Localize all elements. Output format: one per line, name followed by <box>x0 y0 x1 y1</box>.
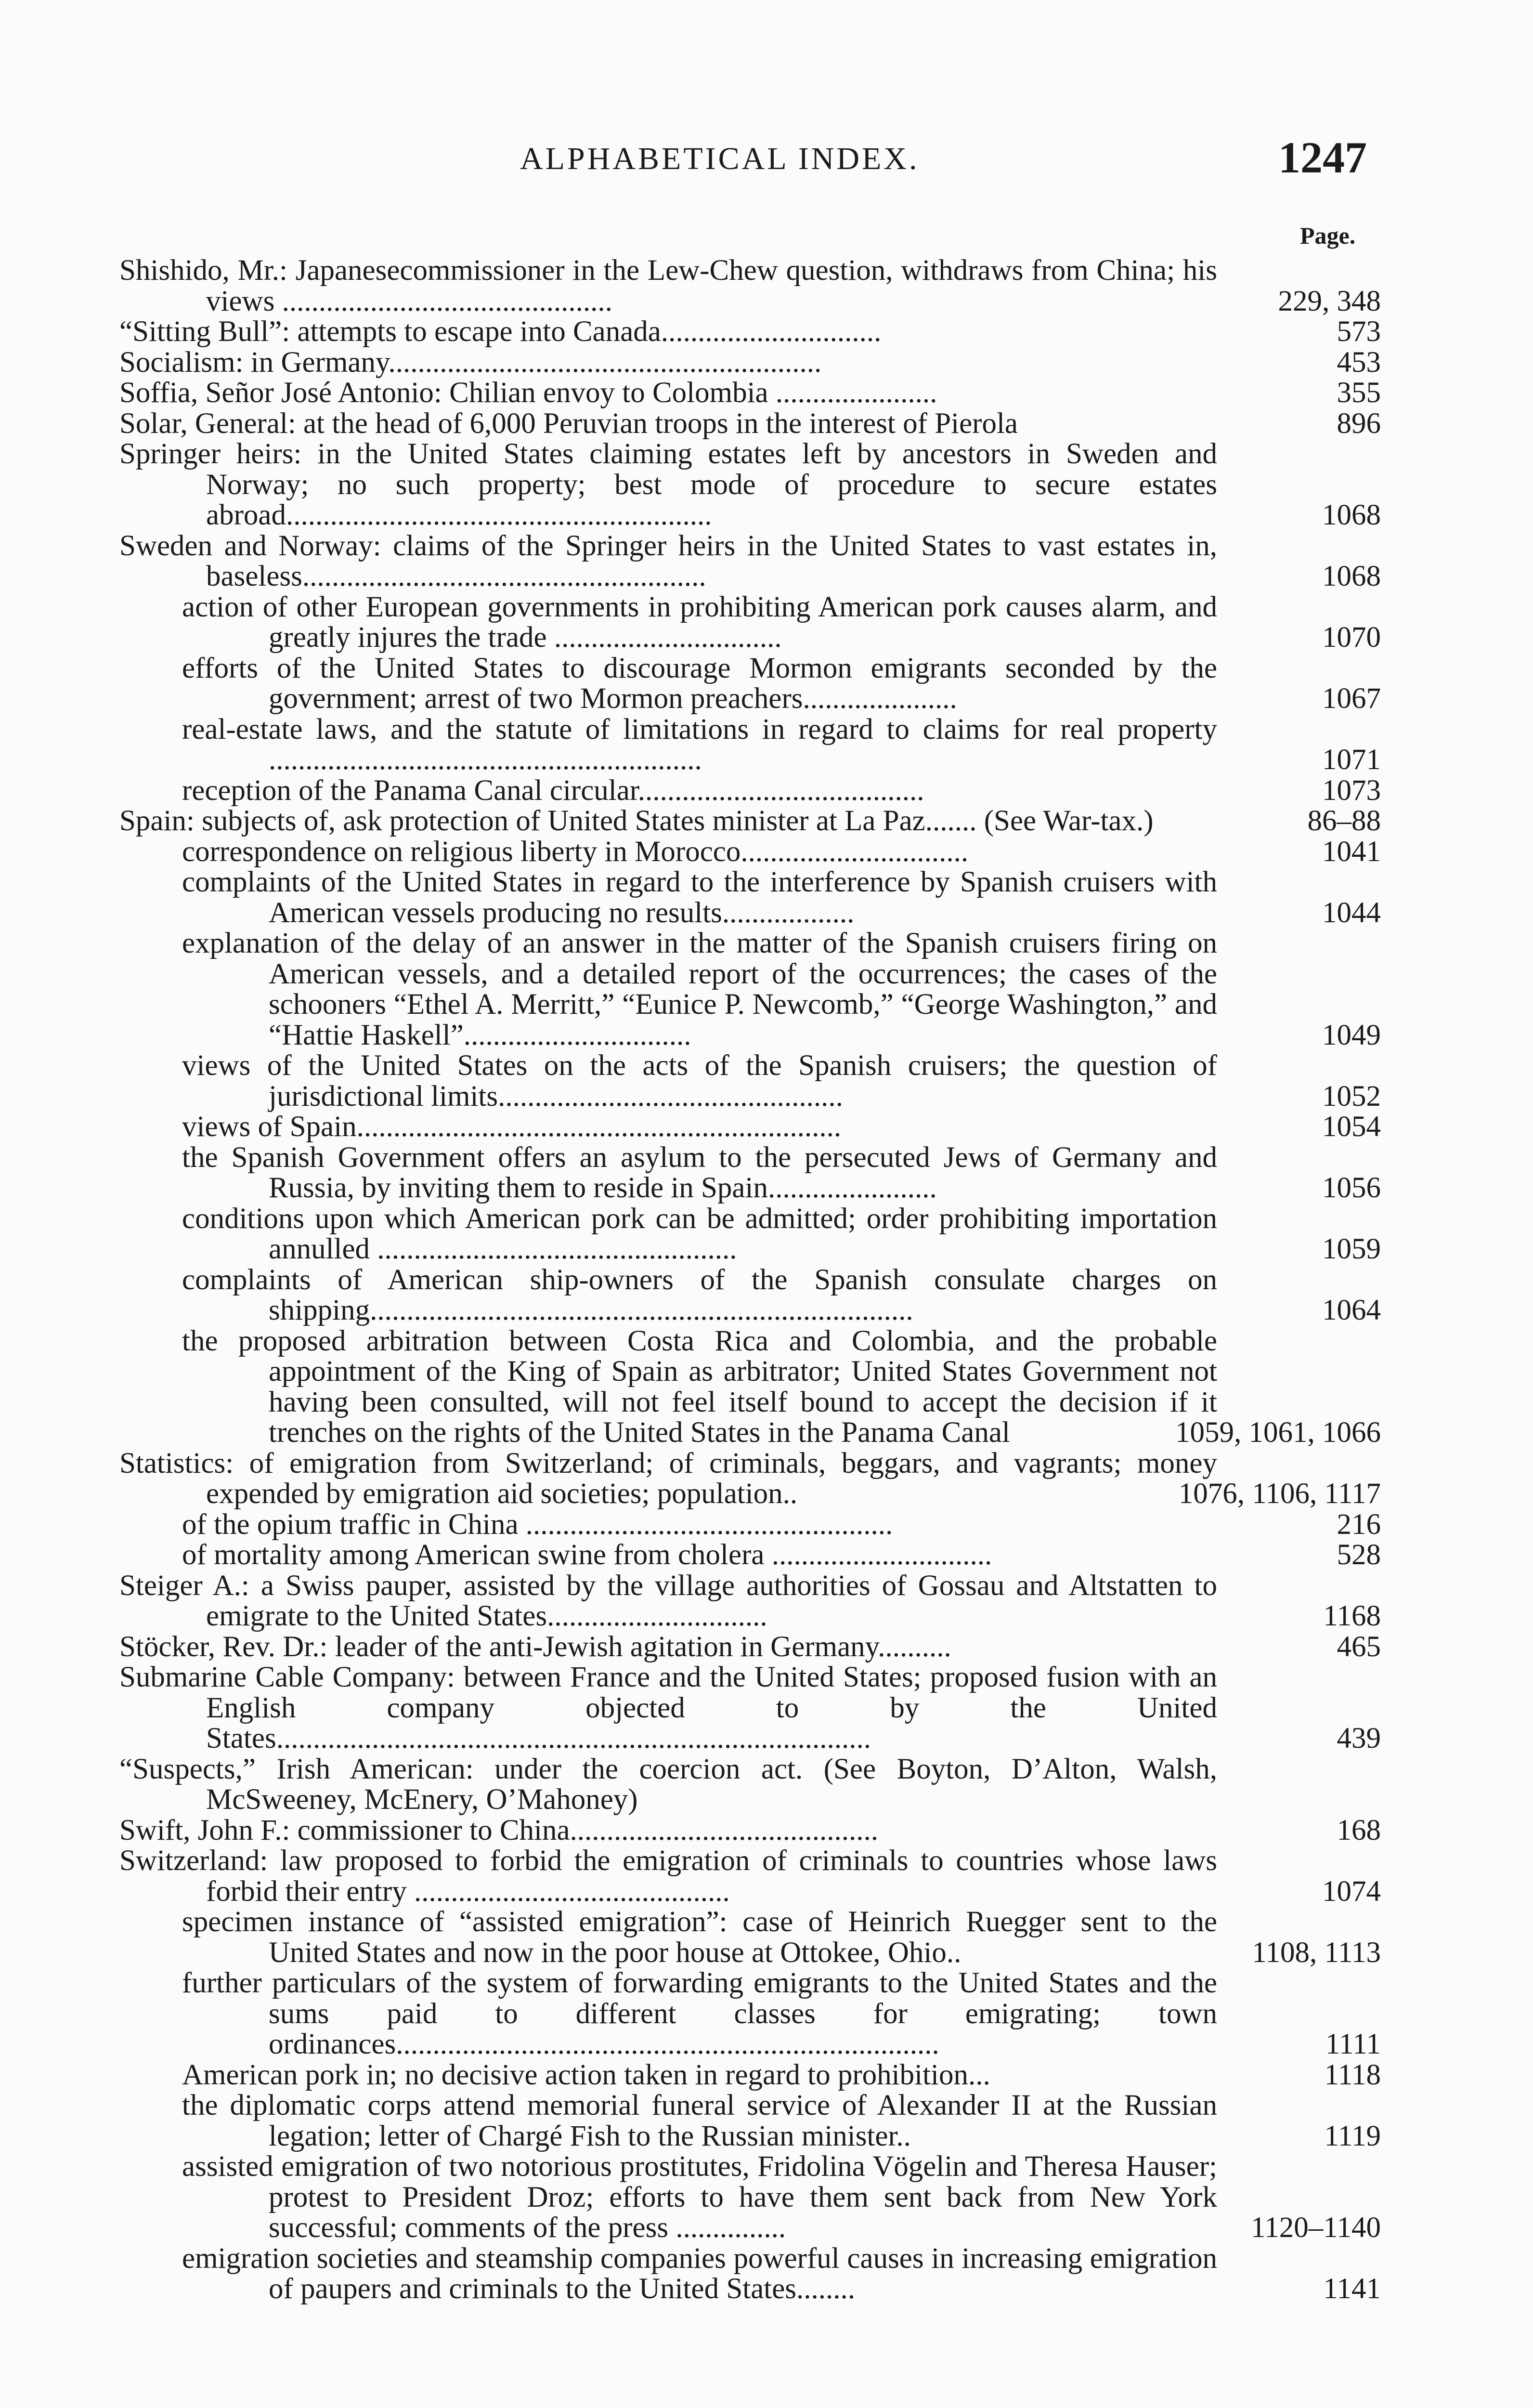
entry-text: Soffia, Señor José Antonio: Chilian envoy to Colombia ...................... <box>119 377 937 409</box>
entry-text: the diplomatic corps attend memorial funeral service of Alexander II at the Russian legation; letter of Chargé Fish to the Russian minister.. <box>182 2089 1217 2152</box>
entry-text: complaints of the United States in regard to the interference by Spanish cruisers with American vessels producing no results.................. <box>182 866 1217 929</box>
index-subentry <box>119 1907 1381 1968</box>
entry-text: the Spanish Government offers an asylum to the persecuted Jews of Germany and Russia, by inviting them to reside in Spain....................... <box>182 1141 1217 1204</box>
running-title: ALPHABETICAL INDEX. <box>520 141 920 176</box>
entry-page-ref: 1068 <box>1322 499 1381 531</box>
index-entry <box>119 806 1381 837</box>
index-entry <box>119 1845 1381 1907</box>
index-entry <box>119 378 1381 408</box>
entry-page-ref: 1108, 1113 <box>1252 1936 1381 1969</box>
index-subentry <box>119 1204 1381 1265</box>
entry-page-ref: 1049 <box>1322 1019 1381 1051</box>
entry-text: Shishido, Mr.: Japanesecommissioner in the Lew-Chew question, withdraws from China; his views ............................................. <box>119 254 1217 317</box>
index-subentry <box>119 1112 1381 1142</box>
entry-text: complaints of American ship-owners of the Spanish consulate charges on shipping.......................................................................... <box>182 1263 1217 1326</box>
entry-page-ref: 1074 <box>1322 1875 1381 1908</box>
entry-page-ref: 1141 <box>1323 2273 1381 2305</box>
entry-text: Statistics: of emigration from Switzerland; of criminals, beggars, and vagrants; money expended by emigration aid societies; population.. <box>119 1447 1217 1510</box>
index-subentry <box>119 1050 1381 1112</box>
entry-text: Solar, General: at the head of 6,000 Peruvian troops in the interest of Pierola <box>119 407 1018 440</box>
index-subentry <box>119 653 1381 714</box>
entry-text: emigration societies and steamship companies powerful causes in increasing emigration of paupers and criminals to the United States........ <box>182 2242 1217 2305</box>
index-subentry <box>119 2151 1381 2243</box>
entry-text: conditions upon which American pork can be admitted; order prohibiting importation annulled ................................................. <box>182 1202 1217 1265</box>
page-column-label: Page. <box>1300 222 1356 249</box>
index-subentry <box>119 775 1381 806</box>
entry-text: Stöcker, Rev. Dr.: leader of the anti-Jewish agitation in Germany.......... <box>119 1630 951 1663</box>
index-subentry <box>119 1265 1381 1326</box>
index-entry <box>119 316 1381 347</box>
entry-page-ref: 229, 348 <box>1278 285 1381 317</box>
entry-text: Sweden and Norway: claims of the Springer heirs in the United States to vast estates in, baseless....................................................... <box>119 529 1217 592</box>
entry-text: real-estate laws, and the statute of limitations in regard to claims for real property ........................................................... <box>182 713 1217 776</box>
entry-page-ref: 573 <box>1337 315 1381 348</box>
entry-text: correspondence on religious liberty in Morocco............................... <box>182 835 969 868</box>
index-entry <box>119 1754 1381 1815</box>
entry-text: “Suspects,” Irish American: under the coercion act. (See Boyton, D’Alton, Walsh, McSweeney, McEnery, O’Mahoney) <box>119 1753 1217 1816</box>
index-subentry <box>119 592 1381 653</box>
index-entry <box>119 347 1381 378</box>
entry-text: explanation of the delay of an answer in the matter of the Spanish cruisers firing on American vessels, and a detailed report of the occurrences; the cases of the schooners “Ethel A. Merritt,” “Eunice P. Newcomb,” “George Washington,” and “Hattie Haskell”............................... <box>182 927 1217 1051</box>
entry-page-ref: 453 <box>1337 346 1381 379</box>
entry-page-ref: 1054 <box>1322 1111 1381 1143</box>
entry-page-ref: 355 <box>1337 377 1381 409</box>
index-subentry <box>119 714 1381 775</box>
index-subentry <box>119 2243 1381 2304</box>
index-subentry <box>119 2090 1381 2151</box>
entry-text: American pork in; no decisive action taken in regard to prohibition... <box>182 2058 990 2091</box>
index-subentry <box>119 1142 1381 1204</box>
index-entries <box>119 255 1381 2304</box>
entry-page-ref: 528 <box>1337 1539 1381 1571</box>
entry-page-ref: 216 <box>1337 1508 1381 1541</box>
entry-page-ref: 168 <box>1337 1814 1381 1846</box>
entry-text: views of Spain.................................................................. <box>182 1111 842 1143</box>
entry-page-ref: 1056 <box>1322 1172 1381 1204</box>
entry-page-ref: 1118 <box>1324 2058 1381 2091</box>
index-subentry <box>119 837 1381 867</box>
entry-page-ref: 896 <box>1337 407 1381 440</box>
entry-text: of mortality among American swine from cholera .............................. <box>182 1539 992 1571</box>
entry-text: of the opium traffic in China .................................................. <box>182 1508 893 1541</box>
page-header <box>0 133 1533 189</box>
entry-text: Spain: subjects of, ask protection of United States minister at La Paz....... (See War-tax.) <box>119 805 1154 837</box>
entry-text: Submarine Cable Company: between France and the United States; proposed fusion with an English company objected to by the United States................................................................................. <box>119 1661 1217 1754</box>
index-entry <box>119 1662 1381 1754</box>
index-subentry <box>119 867 1381 928</box>
entry-text: Steiger A.: a Swiss pauper, assisted by the village authorities of Gossau and Altstatten to emigrate to the United States.............................. <box>119 1569 1217 1632</box>
entry-page-ref: 1120–1140 <box>1251 2212 1381 2244</box>
entry-text: assisted emigration of two notorious prostitutes, Fridolina Vögelin and Theresa Hauser; protest to President Droz; efforts to have them sent back from New York successful; comments of the press ............... <box>182 2150 1217 2244</box>
entry-text: specimen instance of “assisted emigration”: case of Heinrich Ruegger sent to the United States and now in the poor house at Ottokee, Ohio.. <box>182 1906 1217 1969</box>
entry-text: Swift, John F.: commissioner to China.......................................... <box>119 1814 879 1846</box>
index-entry <box>119 1632 1381 1662</box>
index-entry <box>119 1570 1381 1632</box>
index-subentry <box>119 1509 1381 1540</box>
entry-page-ref: 1052 <box>1322 1080 1381 1112</box>
index-subentry <box>119 1540 1381 1570</box>
index-subentry <box>119 1968 1381 2060</box>
index-subentry <box>119 2060 1381 2091</box>
entry-page-ref: 1059, 1061, 1066 <box>1175 1416 1381 1449</box>
index-entry <box>119 408 1381 439</box>
entry-page-ref: 1041 <box>1322 835 1381 868</box>
entry-page-ref: 1067 <box>1322 682 1381 715</box>
entry-page-ref: 1059 <box>1322 1233 1381 1265</box>
entry-page-ref: 1064 <box>1322 1294 1381 1326</box>
index-entry <box>119 1448 1381 1509</box>
entry-text: Socialism: in Germany........................................................... <box>119 346 822 379</box>
entry-text: further particulars of the system of forwarding emigrants to the United States and the sums paid to different classes for emigrating; town ordinances.......................................................................... <box>182 1967 1217 2060</box>
entry-page-ref: 1068 <box>1322 560 1381 592</box>
entry-text: the proposed arbitration between Costa Rica and Colombia, and the probable appointment of the King of Spain as arbitrator; United States Government not having been consulted, will not feel itself bound to accept the decision if it trenches on the rights of the United States in the Panama Canal <box>182 1324 1217 1449</box>
entry-page-ref: 1111 <box>1325 2028 1381 2060</box>
entry-text: Switzerland: law proposed to forbid the emigration of criminals to countries whose laws forbid their entry ........................................... <box>119 1845 1217 1908</box>
index-entry <box>119 255 1381 316</box>
entry-page-ref: 1076, 1106, 1117 <box>1178 1478 1381 1510</box>
page-number: 1247 <box>1278 133 1367 182</box>
entry-text: “Sitting Bull”: attempts to escape into Canada.............................. <box>119 315 882 348</box>
index-entry <box>119 439 1381 531</box>
entry-text: views of the United States on the acts of the Spanish cruisers; the question of jurisdictional limits............................................... <box>182 1049 1217 1112</box>
entry-page-ref: 465 <box>1337 1630 1381 1663</box>
entry-page-ref: 439 <box>1337 1722 1381 1754</box>
entry-text: efforts of the United States to discourage Mormon emigrants seconded by the government; arrest of two Mormon preachers..................... <box>182 652 1217 715</box>
index-entry <box>119 1815 1381 1846</box>
entry-page-ref: 1168 <box>1323 1600 1381 1632</box>
entry-text: reception of the Panama Canal circular....................................... <box>182 774 924 807</box>
entry-text: Springer heirs: in the United States claiming estates left by ancestors in Sweden and Norway; no such property; best mode of procedure to secure estates abroad.......................................................... <box>119 438 1217 531</box>
entry-page-ref: 1119 <box>1324 2120 1381 2152</box>
entry-page-ref: 1071 <box>1322 744 1381 776</box>
index-entry <box>119 531 1381 592</box>
entry-page-ref: 1073 <box>1322 774 1381 807</box>
index-subentry <box>119 928 1381 1050</box>
entry-page-ref: 1070 <box>1322 621 1381 654</box>
entry-page-ref: 86–88 <box>1307 805 1381 837</box>
entry-text: action of other European governments in prohibiting American pork causes alarm, and greatly injures the trade ............................... <box>182 590 1217 654</box>
entry-page-ref: 1044 <box>1322 896 1381 929</box>
index-subentry <box>119 1326 1381 1448</box>
